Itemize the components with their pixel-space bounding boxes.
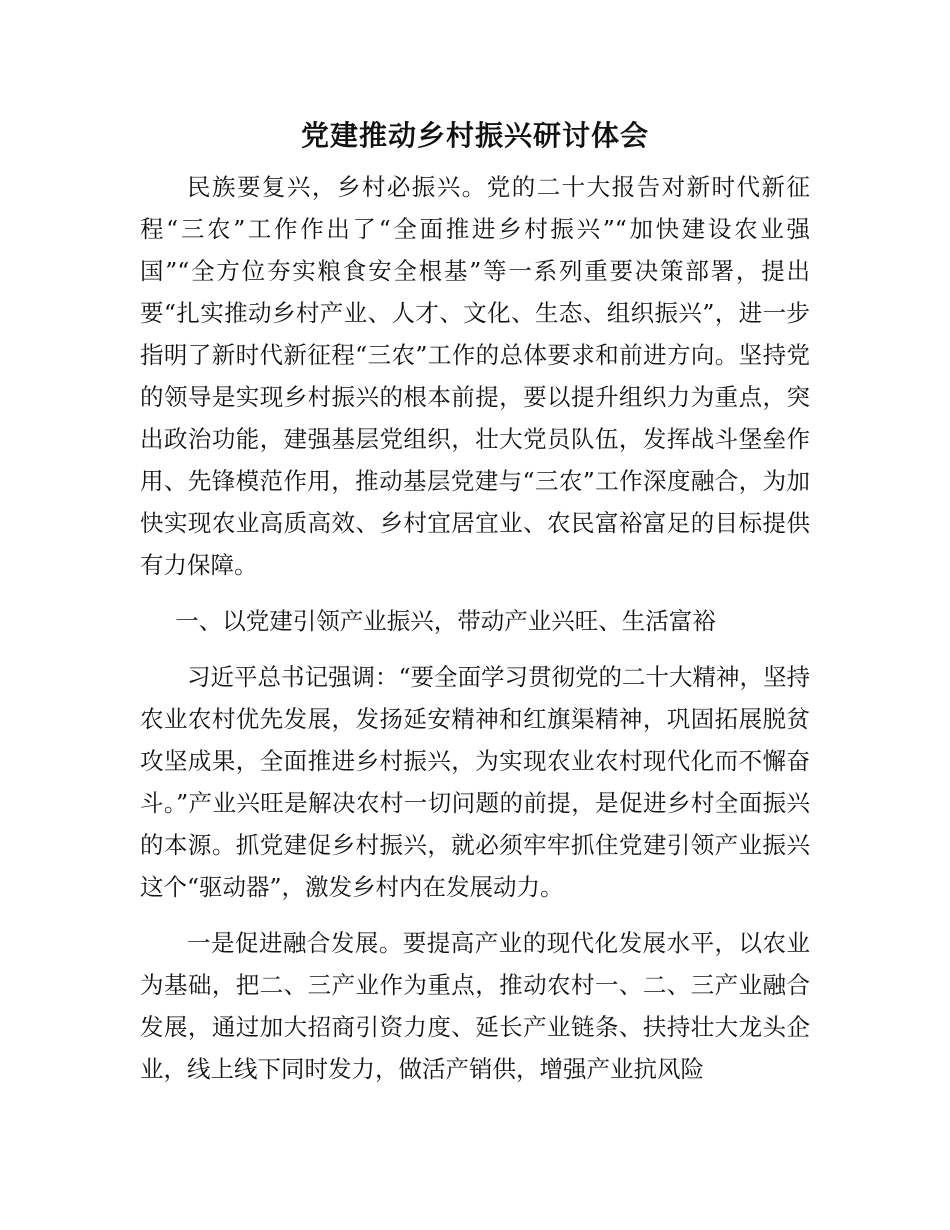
section-heading-1: 一、以党建引领产业振兴，带动产业兴旺、生活富裕 xyxy=(175,607,716,635)
point-1-paragraph: 一是促进融合发展。要提高产业的现代化发展水平，以农业为基础，把二、三产业作为重点，推动农村一、二、三产业融合发展，通过加大招商引资力度、延长产业链条、扶持壮大龙头企业，线上线下同时发力，做活产销供，增强产业抗风险 xyxy=(140,929,810,1083)
document-title: 党建推动乡村振兴研讨体会 xyxy=(300,119,649,152)
section-1-paragraph: 习近平总书记强调：“要全面学习贯彻党的二十大精神，坚持农业农村优先发展，发扬延安精神和红旗渠精神，巩固拓展脱贫攻坚成果，全面推进乡村振兴，为实现农业农村现代化而不懈奋斗。”产业兴旺是解决农村一切问题的前提，是促进乡村全面振兴的本源。抓党建促乡村振兴，就必须牢牢抓住党建引领产业振兴这个“驱动器”，激发乡村内在发展动力。 xyxy=(140,663,811,901)
intro-paragraph: 民族要复兴，乡村必振兴。党的二十大报告对新时代新征程“三农”工作作出了“全面推进乡村振兴”“加快建设农业强国”“全方位夯实粮食安全根基”等一系列重要决策部署，提出要“扎实推动乡村产业、人才、文化、生态、组织振兴”，进一步指明了新时代新征程“三农”工作的总体要求和前进方向。坚持党的领导是实现乡村振兴的根本前提，要以提升组织力为重点，突出政治功能，建强基层党组织，壮大党员队伍，发挥战斗堡垒作用、先锋模范作用，推动基层党建与“三农”工作深度融合，为加快实现农业高质高效、乡村宜居宜业、农民富裕富足的目标提供有力保障。 xyxy=(140,173,810,579)
